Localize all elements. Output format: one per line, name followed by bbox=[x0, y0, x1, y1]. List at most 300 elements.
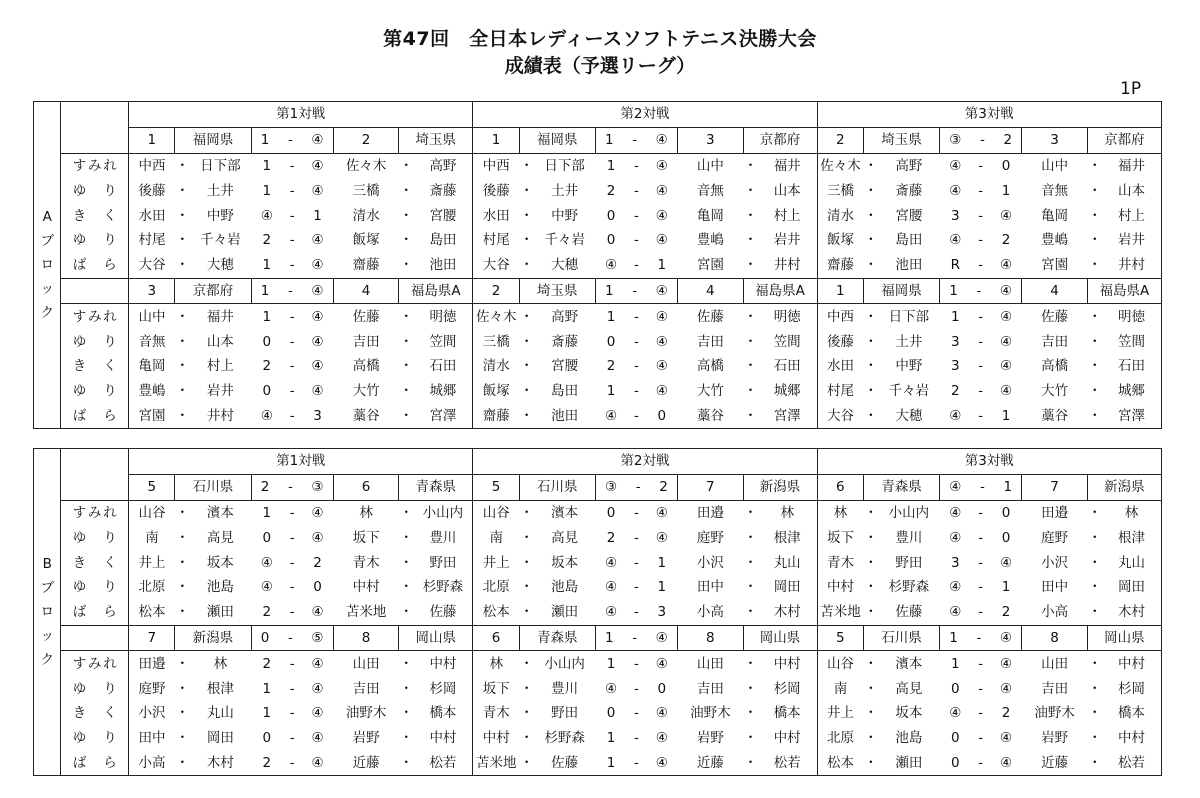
separator-dot: ・ bbox=[864, 333, 878, 350]
player-name: 村尾 bbox=[817, 379, 863, 404]
player-name: 佐々木 bbox=[817, 153, 863, 178]
category-label bbox=[61, 600, 129, 625]
player-name: 橋本 bbox=[1102, 701, 1161, 726]
separator-dot: ・ bbox=[1087, 504, 1102, 521]
separator-dot: ・ bbox=[864, 157, 878, 174]
game-score-left: ④ bbox=[940, 600, 972, 625]
separator-dot: ・ bbox=[863, 253, 878, 278]
block-label-char: B bbox=[42, 556, 52, 573]
player-name: 苫米地 bbox=[817, 600, 863, 625]
score-dash: - bbox=[971, 253, 990, 278]
separator-dot: ・ bbox=[175, 182, 190, 199]
player-name: 山谷 bbox=[473, 500, 519, 525]
team-score-right: ④ bbox=[655, 629, 668, 646]
game-score-right: ④ bbox=[311, 383, 324, 400]
player-name: 丸山 bbox=[1102, 550, 1161, 575]
player-name: 齋藤 bbox=[333, 253, 398, 278]
player-name: 藁谷 bbox=[1022, 404, 1087, 429]
game-score-right: ④ bbox=[655, 655, 668, 672]
player-name: 坂下 bbox=[817, 525, 863, 550]
score-dash: - bbox=[978, 207, 984, 224]
score-dash: - bbox=[632, 629, 638, 646]
player-name: 林 bbox=[359, 504, 373, 521]
game-score-right: 0 bbox=[1001, 529, 1011, 546]
game-score-right: ④ bbox=[999, 554, 1013, 571]
game-score-left: 0 bbox=[262, 730, 272, 747]
separator-dot: ・ bbox=[175, 705, 190, 722]
player-name: 北原 bbox=[473, 575, 519, 600]
separator-dot: ・ bbox=[863, 751, 878, 776]
player-name: 濱本 bbox=[551, 504, 579, 521]
separator-dot: ・ bbox=[175, 157, 190, 174]
separator-dot: ・ bbox=[864, 504, 878, 521]
player-name: 坂本 bbox=[895, 705, 923, 722]
player-name: 高野 bbox=[551, 308, 579, 325]
game-score-right: ④ bbox=[999, 308, 1013, 325]
player-name: 南 bbox=[129, 525, 175, 550]
team-score-right: ③ bbox=[311, 479, 324, 496]
score-dash: - bbox=[634, 705, 639, 722]
round-header: 第2対戦 bbox=[473, 102, 817, 128]
team-number: 1 bbox=[817, 278, 863, 304]
player-name: 島田 bbox=[429, 232, 457, 249]
player-name: 三橋 bbox=[817, 178, 863, 203]
score-dash: - bbox=[635, 479, 641, 496]
player-name: 島田 bbox=[551, 383, 579, 400]
team-name: 新潟県 bbox=[743, 474, 817, 500]
player-name: 清水 bbox=[473, 354, 519, 379]
score-dash: - bbox=[634, 730, 639, 747]
block-label-char: ロ bbox=[40, 604, 54, 621]
player-name: 高野 bbox=[895, 157, 923, 174]
category-text: ゆり bbox=[72, 182, 117, 199]
category-text: きく bbox=[72, 554, 117, 571]
player-name: 青木 bbox=[352, 554, 380, 571]
game-score-right: ④ bbox=[655, 232, 668, 249]
game-score-left: 0 bbox=[951, 730, 960, 747]
player-name: 島田 bbox=[895, 232, 923, 249]
separator-dot: ・ bbox=[1087, 600, 1102, 625]
game-score-left: ④ bbox=[949, 232, 962, 249]
player-name: 池島 bbox=[895, 730, 923, 747]
separator-dot: ・ bbox=[864, 529, 878, 546]
game-score-right: 1 bbox=[646, 253, 678, 278]
game-score-right: 1 bbox=[1001, 182, 1011, 199]
game-score-left: ④ bbox=[595, 253, 627, 278]
player-name: 宮澤 bbox=[414, 404, 473, 429]
team-name: 福島県A bbox=[743, 278, 817, 304]
separator-dot: ・ bbox=[1087, 404, 1102, 429]
player-name: 杉岡 bbox=[429, 680, 457, 697]
category-text: すみれ bbox=[72, 655, 117, 672]
score-dash: - bbox=[978, 358, 984, 375]
separator-dot: ・ bbox=[175, 232, 190, 249]
separator-dot: ・ bbox=[519, 705, 534, 722]
separator-dot: ・ bbox=[399, 579, 413, 596]
player-name: 明徳 bbox=[773, 308, 801, 325]
category-text: すみれ bbox=[72, 157, 117, 174]
player-name: 大穂 bbox=[534, 253, 595, 278]
player-name: 中村 bbox=[429, 730, 457, 747]
player-name: 井村 bbox=[758, 253, 817, 278]
player-name: 佐藤 bbox=[878, 600, 939, 625]
player-name: 豊川 bbox=[551, 680, 579, 697]
game-score-right: 0 bbox=[1001, 157, 1011, 174]
team-number: 6 bbox=[333, 474, 398, 500]
separator-dot: ・ bbox=[864, 207, 878, 224]
team-score bbox=[251, 474, 333, 500]
score-dash: - bbox=[289, 579, 295, 596]
separator-dot: ・ bbox=[743, 730, 758, 747]
player-name: 音無 bbox=[129, 329, 175, 354]
player-name: 亀岡 bbox=[696, 207, 724, 224]
team-name: 京都府 bbox=[1087, 127, 1161, 153]
team-score bbox=[595, 625, 677, 651]
player-name: 木村 bbox=[1102, 600, 1161, 625]
player-name: 田中 bbox=[1041, 579, 1069, 596]
game-score-left: ④ bbox=[260, 207, 273, 224]
team-number: 5 bbox=[473, 474, 519, 500]
separator-dot: ・ bbox=[519, 579, 534, 596]
separator-dot: ・ bbox=[1087, 207, 1102, 224]
player-name: 吉田 bbox=[696, 680, 724, 697]
separator-dot: ・ bbox=[519, 404, 534, 429]
score-dash: - bbox=[627, 600, 646, 625]
team-score-right: ④ bbox=[999, 282, 1013, 299]
team-score bbox=[251, 127, 333, 153]
round-header: 第3対戦 bbox=[817, 449, 1161, 475]
game-score-right: ④ bbox=[655, 207, 668, 224]
player-name: 明徳 bbox=[1102, 304, 1161, 329]
player-name: 田邉 bbox=[129, 651, 175, 676]
game-score-right: ④ bbox=[311, 157, 324, 174]
score-dash: - bbox=[289, 333, 295, 350]
game-score-right: ④ bbox=[999, 680, 1013, 697]
separator-dot: ・ bbox=[743, 232, 758, 249]
game-score-right: ④ bbox=[999, 333, 1013, 350]
player-name: 日下部 bbox=[200, 157, 241, 174]
player-name: 田邉 bbox=[696, 504, 724, 521]
category-label bbox=[61, 379, 129, 404]
player-name: 山中 bbox=[129, 304, 175, 329]
separator-dot: ・ bbox=[519, 182, 534, 199]
team-score bbox=[595, 278, 677, 304]
player-name: 井村 bbox=[190, 404, 251, 429]
team-score-right: ④ bbox=[999, 629, 1013, 646]
player-name: 亀岡 bbox=[129, 354, 175, 379]
player-name: 三橋 bbox=[473, 329, 519, 354]
player-name: 小高 bbox=[129, 751, 175, 776]
game-score-left: 1 bbox=[262, 504, 272, 521]
game-score-left: 2 bbox=[606, 182, 616, 199]
player-name: 水田 bbox=[129, 203, 175, 228]
player-name: 瀬田 bbox=[190, 600, 251, 625]
score-dash: - bbox=[634, 232, 639, 249]
game-score-right: ④ bbox=[999, 358, 1013, 375]
team-number: 2 bbox=[333, 127, 398, 153]
player-name: 井上 bbox=[129, 550, 175, 575]
player-name: 城郷 bbox=[773, 383, 801, 400]
player-name: 清水 bbox=[817, 203, 863, 228]
player-name: 土井 bbox=[895, 333, 923, 350]
player-name: 清水 bbox=[352, 207, 380, 224]
game-score-left: 1 bbox=[262, 680, 272, 697]
team-score bbox=[595, 127, 677, 153]
game-score-left: 1 bbox=[262, 182, 272, 199]
game-score-left: 2 bbox=[262, 358, 272, 375]
player-name: 岩井 bbox=[1102, 228, 1161, 253]
player-name: 岡田 bbox=[773, 579, 801, 596]
player-name: 池田 bbox=[414, 253, 473, 278]
game-score-left: 2 bbox=[606, 529, 616, 546]
separator-dot: ・ bbox=[743, 253, 758, 278]
game-score-right: 0 bbox=[313, 579, 322, 596]
separator-dot: ・ bbox=[519, 157, 534, 174]
score-dash: - bbox=[978, 383, 984, 400]
player-name: 大竹 bbox=[696, 383, 724, 400]
game-score-left: 3 bbox=[951, 554, 960, 571]
game-score-left: 2 bbox=[251, 751, 283, 776]
player-name: 中村 bbox=[773, 655, 801, 672]
player-name: 笠間 bbox=[429, 333, 457, 350]
separator-dot: ・ bbox=[519, 383, 534, 400]
team-name: 京都府 bbox=[743, 127, 817, 153]
player-name: 濱本 bbox=[895, 655, 923, 672]
separator-dot: ・ bbox=[1087, 705, 1102, 722]
player-name: 小山内 bbox=[422, 504, 464, 521]
player-name: 丸山 bbox=[773, 554, 801, 571]
separator-dot: ・ bbox=[519, 504, 534, 521]
game-score-left: 0 bbox=[262, 383, 272, 400]
player-name: 豊嶋 bbox=[129, 379, 175, 404]
team-score-right: ④ bbox=[655, 282, 668, 299]
game-score-right: ④ bbox=[311, 705, 324, 722]
player-name: 池島 bbox=[551, 579, 579, 596]
separator-dot: ・ bbox=[175, 579, 190, 596]
separator-dot: ・ bbox=[743, 554, 758, 571]
category-label bbox=[61, 676, 129, 701]
player-name: 斎藤 bbox=[551, 333, 579, 350]
score-dash: - bbox=[634, 383, 639, 400]
game-score-right: ④ bbox=[311, 182, 324, 199]
team-number: 7 bbox=[678, 474, 743, 500]
team-score-right: 1 bbox=[1003, 479, 1013, 496]
team-name: 福島県A bbox=[1087, 278, 1161, 304]
team-score-left: 1 bbox=[260, 132, 270, 149]
score-dash: - bbox=[289, 232, 295, 249]
separator-dot: ・ bbox=[864, 579, 878, 596]
game-score-right: ④ bbox=[655, 730, 668, 747]
team-number: 6 bbox=[817, 474, 863, 500]
category-text: ゆり bbox=[72, 232, 117, 249]
game-score-left: 1 bbox=[606, 383, 616, 400]
team-score-right: 2 bbox=[1003, 132, 1013, 149]
game-score-right: ④ bbox=[655, 333, 668, 350]
category-text: きく bbox=[72, 207, 117, 224]
separator-dot: ・ bbox=[519, 358, 534, 375]
game-score-left: ④ bbox=[605, 579, 618, 596]
category-label bbox=[61, 550, 129, 575]
team-number: 1 bbox=[473, 127, 519, 153]
player-name: 土井 bbox=[206, 182, 234, 199]
player-name: 豊川 bbox=[895, 529, 923, 546]
team-name: 福岡県 bbox=[863, 278, 939, 304]
player-name: 宮園 bbox=[678, 253, 743, 278]
score-dash: - bbox=[283, 253, 302, 278]
player-name: 高見 bbox=[551, 529, 579, 546]
player-name: 豊嶋 bbox=[696, 232, 724, 249]
game-score-left: 0 bbox=[606, 207, 616, 224]
game-score-right: ④ bbox=[655, 504, 668, 521]
category-label bbox=[61, 329, 129, 354]
separator-dot: ・ bbox=[399, 404, 414, 429]
player-name: 小山内 bbox=[888, 504, 930, 521]
score-dash: - bbox=[287, 282, 293, 299]
team-number: 7 bbox=[1022, 474, 1087, 500]
separator-dot: ・ bbox=[399, 182, 413, 199]
player-name: 杉岡 bbox=[1102, 676, 1161, 701]
player-name: 松若 bbox=[1102, 751, 1161, 776]
team-name: 岡山県 bbox=[1087, 625, 1161, 651]
separator-dot: ・ bbox=[743, 705, 758, 722]
player-name: 中村 bbox=[1102, 651, 1161, 676]
game-score-left: 0 bbox=[951, 680, 960, 697]
team-number: 3 bbox=[678, 127, 743, 153]
player-name: 青木 bbox=[473, 701, 519, 726]
team-score bbox=[595, 474, 677, 500]
score-dash: - bbox=[627, 404, 646, 429]
separator-dot: ・ bbox=[1087, 579, 1102, 596]
player-name: 杉岡 bbox=[773, 680, 801, 697]
team-number: 2 bbox=[817, 127, 863, 153]
game-score-right: ④ bbox=[999, 207, 1013, 224]
player-name: 井村 bbox=[1102, 253, 1161, 278]
score-dash: - bbox=[976, 282, 982, 299]
block-b-table bbox=[33, 448, 1162, 776]
separator-dot: ・ bbox=[399, 554, 413, 571]
score-dash: - bbox=[289, 655, 295, 672]
score-dash: - bbox=[971, 600, 990, 625]
game-score-left: 0 bbox=[606, 232, 616, 249]
player-name: 坂下 bbox=[352, 529, 380, 546]
game-score-right: ④ bbox=[655, 705, 668, 722]
player-name: 藁谷 bbox=[678, 404, 743, 429]
game-score-right: 2 bbox=[1001, 232, 1011, 249]
game-score-left: 2 bbox=[262, 655, 272, 672]
game-score-right: 3 bbox=[646, 600, 678, 625]
game-score-left: 0 bbox=[606, 333, 616, 350]
score-dash: - bbox=[978, 705, 984, 722]
player-name: 後藤 bbox=[473, 178, 519, 203]
player-name: 北原 bbox=[817, 726, 863, 751]
category-text: ばら bbox=[72, 754, 117, 771]
score-dash: - bbox=[971, 751, 990, 776]
player-name: 根津 bbox=[1102, 525, 1161, 550]
player-name: 大谷 bbox=[817, 404, 863, 429]
score-dash: - bbox=[289, 207, 295, 224]
game-score-left: ④ bbox=[940, 404, 972, 429]
block-label-char: ク bbox=[40, 305, 54, 322]
separator-dot: ・ bbox=[864, 182, 878, 199]
score-dash: - bbox=[978, 529, 984, 546]
score-dash: - bbox=[287, 629, 293, 646]
player-name: 笠間 bbox=[773, 333, 801, 350]
category-text: ばら bbox=[72, 604, 117, 621]
player-name: 吉田 bbox=[1041, 680, 1069, 697]
game-score-right: ④ bbox=[999, 730, 1013, 747]
player-name: 村上 bbox=[1102, 203, 1161, 228]
player-name: 苫米地 bbox=[333, 600, 398, 625]
game-score-right: ④ bbox=[655, 383, 668, 400]
block-label-char: ッ bbox=[40, 628, 54, 645]
player-name: 豊川 bbox=[429, 529, 457, 546]
separator-dot: ・ bbox=[864, 358, 878, 375]
player-name: 坂下 bbox=[473, 676, 519, 701]
game-score-right: 1 bbox=[990, 404, 1022, 429]
player-name: 亀岡 bbox=[1041, 207, 1069, 224]
player-name: 後藤 bbox=[817, 329, 863, 354]
score-dash: - bbox=[634, 358, 639, 375]
team-number: 5 bbox=[817, 625, 863, 651]
player-name: 松本 bbox=[129, 600, 175, 625]
team-score bbox=[940, 278, 1022, 304]
player-name: 濱本 bbox=[206, 504, 234, 521]
separator-dot: ・ bbox=[743, 529, 758, 546]
separator-dot: ・ bbox=[519, 308, 534, 325]
category-label bbox=[61, 354, 129, 379]
team-name: 青森県 bbox=[519, 625, 595, 651]
team-score-right: ④ bbox=[655, 132, 668, 149]
separator-dot: ・ bbox=[519, 529, 534, 546]
team-score-left: 1 bbox=[260, 282, 270, 299]
category-text: きく bbox=[72, 358, 117, 375]
score-dash: - bbox=[978, 730, 984, 747]
separator-dot: ・ bbox=[864, 232, 878, 249]
category-text: ばら bbox=[72, 407, 117, 424]
game-score-right: ④ bbox=[655, 157, 668, 174]
player-name: 岩井 bbox=[773, 232, 801, 249]
game-score-left: ④ bbox=[605, 680, 618, 697]
game-score-left: 1 bbox=[262, 705, 272, 722]
player-name: 城郷 bbox=[1102, 379, 1161, 404]
score-dash: - bbox=[289, 308, 295, 325]
game-score-left: 1 bbox=[606, 157, 616, 174]
game-score-left: R bbox=[940, 253, 972, 278]
player-name: 村尾 bbox=[473, 228, 519, 253]
team-name: 青森県 bbox=[863, 474, 939, 500]
category-text: ゆり bbox=[72, 333, 117, 350]
game-score-left: ④ bbox=[949, 504, 962, 521]
separator-dot: ・ bbox=[743, 358, 758, 375]
score-dash: - bbox=[978, 308, 984, 325]
game-score-right: 2 bbox=[990, 600, 1022, 625]
game-score-left: 2 bbox=[251, 600, 283, 625]
game-score-right: 1 bbox=[1001, 579, 1011, 596]
block-label-char: ッ bbox=[40, 281, 54, 298]
player-name: 瀬田 bbox=[534, 600, 595, 625]
score-dash: - bbox=[634, 680, 639, 697]
team-number: 4 bbox=[1022, 278, 1087, 304]
game-score-left: 1 bbox=[951, 655, 960, 672]
game-score-right: ④ bbox=[655, 358, 668, 375]
player-name: 中西 bbox=[129, 153, 175, 178]
player-name: 油野木 bbox=[345, 705, 387, 722]
player-name: 宮園 bbox=[129, 404, 175, 429]
player-name: 中野 bbox=[551, 207, 579, 224]
separator-dot: ・ bbox=[519, 333, 534, 350]
game-score-left: 1 bbox=[606, 655, 616, 672]
player-name: 根津 bbox=[773, 529, 801, 546]
